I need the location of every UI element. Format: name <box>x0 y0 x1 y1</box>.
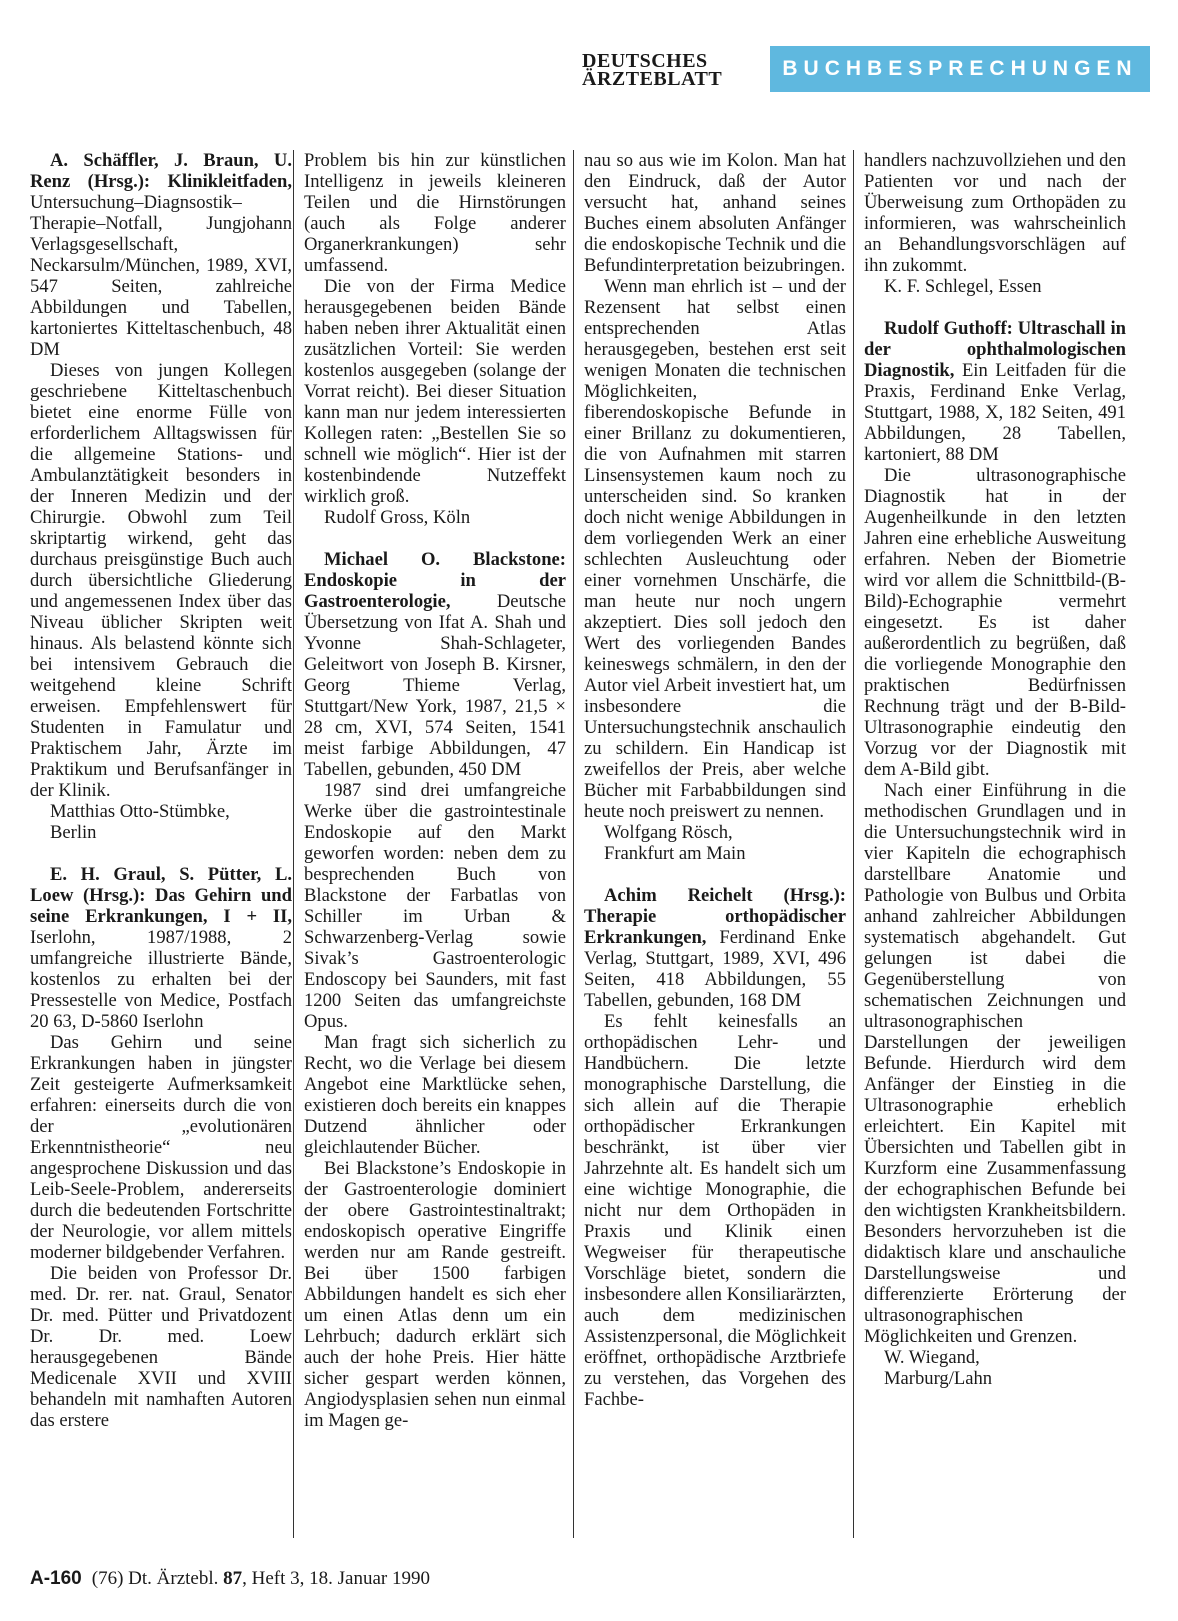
review-heading <box>584 885 846 1011</box>
review-details: Ferdinand Enke Verlag, Stuttgart, 1989, XVI, 496 Seiten, 418 Abbildungen, 55 Tabellen, gebunden, 168 DM <box>584 927 846 1011</box>
review-authors: Achim Reichelt (Hrsg.): <box>604 885 846 906</box>
review-authors: Michael O. Blackstone: <box>324 549 566 570</box>
review-entry-continued <box>304 150 566 528</box>
review-paragraph: Die von der Firma Medice herausgegebenen beiden Bände haben neben ihrer Aktualität einen zusätzlichen Vorteil: Sie werden kostenlos ausgegeben (solange der Vorrat reicht). Bei dieser Situation kann man nur jedem interessierten Kollegen raten: „Bestellen Sie so schnell wie möglich“. Hier ist der kostenbindende Nutzeffekt wirklich groß. <box>304 276 566 507</box>
volume-number: 87 <box>223 1568 243 1589</box>
review-paragraph: Wenn man ehrlich ist – und der Rezensent hat selbst einen entsprechenden Atlas herausgegeben, bestehen erst seit wenigen Monaten die technischen Möglichkeiten, fiberendoskopische Befunde in einer Brillanz zu dokumentieren, die von Aufnahmen mit starren Linsensystemen kaum noch zu unterscheiden sind. So kranken doch nicht wenige Abbildungen in dem vorliegenden Werk an einer schlechten Ausleuchtung oder einer vornehmen Unschärfe, die man heute nur noch ungern akzeptiert. Dies soll jedoch den Wert des vorliegenden Bandes keineswegs schmälern, in den der Autor viel Arbeit investiert hat, um insbesondere die Untersuchungstechnik anschaulich zu schildern. Ein Handicap ist zweifellos der Preis, aber welche Bücher mit Farbabbildungen sind heute noch preiswert zu nennen. <box>584 276 846 822</box>
review-details: Deutsche Übersetzung von Ifat A. Shah und Yvonne Shah-Schlageter, Geleitwort von Joseph B. Kirsner, Georg Thieme Verlag, Stuttgart/New York, 1987, 21,5 × 28 cm, XVI, 574 Seiten, 1541 meist farbige Abbildungen, 47 Tabellen, gebunden, 450 DM <box>304 591 566 780</box>
reviewer-place: Frankfurt am Main <box>604 843 746 864</box>
column-divider <box>293 150 294 1538</box>
citation-suffix: , Heft 3, 18. Januar 1990 <box>242 1568 430 1589</box>
review-title: Das Gehirn und seine Erkrankungen, I + II, <box>30 885 292 927</box>
review-authors: E. H. Graul, S. Pütter, L. Loew (Hrsg.): <box>30 864 292 906</box>
review-entry-continued <box>864 150 1126 297</box>
citation-prefix: (76) Dt. Ärztebl. <box>91 1568 219 1589</box>
review-entry <box>30 150 292 843</box>
review-paragraph: Das Gehirn und seine Erkrankungen haben in jüngster Zeit gesteigerte Aufmerksamkeit erfahren: einerseits durch die von der „evolutionären Erkenntnistheorie“ neu angesprochene Diskussion und das Leib-Seele-Problem, andererseits durch die bedeutenden Fortschritte der Neurologie, vor allem mittels moderner bildgebender Verfahren. <box>30 1032 292 1263</box>
reviewer-name: Matthias Otto-Stümbke, <box>50 801 230 822</box>
review-heading <box>864 318 1126 465</box>
review-paragraph-part-a: Die beiden von Professor Dr. med. Dr. rer. nat. Graul, Senator Dr. med. Pütter und Privatdozent Dr. Dr. med. Loew herausgegebenen Bände Medicenale XVII und XVIII behandeln mit namhaften Autoren das erstere <box>30 1263 292 1431</box>
review-paragraph: Nach einer Einführung in die methodischen Grundlagen und in die Untersuchungstechnik wird in vier Kapiteln die echographisch darstellbare Anatomie und Pathologie von Bulbus und Orbita anhand zahlreicher Abbildungen systematisch abgehandelt. Gut gelungen ist dabei die Gegenüberstellung von schematischen Zeichnungen und ultrasonographischen Darstellungen der jeweiligen Befunde. Hierdurch wird dem Anfänger der Einstieg in die Ultrasonographie erheblich erleichtert. Ein Kapitel mit Übersichten und Tabellen gibt in Kurzform eine Zusammenfassung der echographischen Befunde bei den wichtigsten Krankheitsbildern. Besonders hervorzuheben ist die didaktisch klare und anschauliche Darstellungsweise und differenzierte Erörterung der ultrasonographischen Möglichkeiten und Grenzen. <box>864 780 1126 1347</box>
review-paragraph-continued <box>584 150 846 276</box>
review-paragraph-part-b: nau so aus wie im Kolon. Man hat den Eindruck, daß der Autor versucht hat, anhand seines Buches einem absoluten Anfänger die endoskopische Technik und die Befundinterpretation beizubringen. <box>584 150 846 276</box>
review-entry <box>30 864 292 1431</box>
review-paragraph-part-b: handlers nachzuvollziehen und den Patienten vor und nach der Überweisung zum Orthopäden zu informieren, was wahrscheinlich an Behandlungsvorschlägen auf ihn zukommt. <box>864 150 1126 276</box>
review-details: Iserlohn, 1987/1988, 2 umfangreiche illustrierte Bände, kostenlos zu erhalten bei der Pressestelle von Medice, Postfach 20 63, D-5860 Iserlohn <box>30 927 292 1032</box>
review-paragraph <box>30 1263 292 1431</box>
review-title: Klinikleitfaden, <box>167 171 292 192</box>
review-heading <box>30 864 292 1032</box>
text-column-2 <box>304 150 566 1452</box>
review-paragraph: Man fragt sich sicherlich zu Recht, wo die Verlage bei diesem Angebot eine Marktlücke sehen, existieren doch bereits ein knappes Dutzend ähnlicher oder gleichlautender Bücher. <box>304 1032 566 1158</box>
review-details: Untersuchung–Diagnsostik–Therapie–Notfall, Jungjohann Verlagsgesellschaft, Neckarsulm/München, 1989, XVI, 547 Seiten, zahlreiche Abbildungen und Tabellen, kartoniertes Kitteltaschenbuch, 48 DM <box>30 192 292 360</box>
reviewer-name: Rudolf Gross, Köln <box>324 507 471 528</box>
review-paragraph: 1987 sind drei umfangreiche Werke über die gastrointestinale Endoskopie auf den Markt geworfen worden: neben dem zu besprechenden Buch von Blackstone der Farbatlas von Schiller im Urban & Schwarzenberg-Verlag sowie Sivak’s Gastroenterologic Endoscopy bei Saunders, mit fast 1200 Seiten das umfangreichste Opus. <box>304 780 566 1032</box>
review-paragraph-part-b: Problem bis hin zur künstlichen Intelligenz in jeweils kleineren Teilen und die Hirnstörungen (auch als Folge anderer Organerkrankungen) sehr umfassend. <box>304 150 566 276</box>
review-paragraph: Dieses von jungen Kollegen geschriebene Kitteltaschenbuch bietet eine enorme Fülle von erforderlichem Alltagswissen für die allgemeine Stations- und Ambulanztätigkeit besonders in der Inneren Medizin und der Chirurgie. Obwohl zum Teil skriptartig wirkend, geht das durchaus preisgünstige Buch auch durch übersichtliche Gliederung und angemessenen Index über das Niveau üblicher Skripten weit hinaus. Als belastend könnte sich bei intensivem Gebrauch die weitgehend kleine Schrift erweisen. Empfehlenswert für Studenten in Famulatur und Praktischem Jahr, Ärzte im Praktikum und Berufsanfänger in der Klinik. <box>30 360 292 801</box>
review-entry <box>584 885 846 1410</box>
review-details: Ein Leitfaden für die Praxis, Ferdinand Enke Verlag, Stuttgart, 1988, X, 182 Seiten, 491 Abbildungen, 28 Tabellen, kartoniert, 88 DM <box>864 360 1126 465</box>
column-divider <box>573 150 574 1538</box>
review-heading <box>304 549 566 780</box>
review-title: Endoskopie in der Gastroenterologie, <box>304 570 566 612</box>
text-column-3 <box>584 150 846 1431</box>
review-paragraph-continued <box>304 150 566 276</box>
review-entry-continued <box>584 150 846 864</box>
review-title: Therapie orthopädischer Erkrankungen, <box>584 906 846 948</box>
text-column-1 <box>30 150 292 1452</box>
journal-masthead <box>582 52 722 88</box>
reviewer-name: Wolfgang Rösch, <box>604 822 733 843</box>
page-number: A-160 <box>30 1568 82 1589</box>
review-entry <box>864 318 1126 1389</box>
review-paragraph-part-a: Bei Blackstone’s Endoskopie in der Gastroenterologie dominiert der obere Gastrointestinaltrakt; endoskopisch operative Eingriffe werden nur am Rande gestreift. Bei über 1500 farbigen Abbildungen handelt es sich eher um einen Atlas denn um ein Lehrbuch; dadurch erklärt sich auch der hohe Preis. Hier hätte sicher gespart werden können, Angiodysplasien sehen nun einmal im Magen ge- <box>304 1158 566 1431</box>
masthead-line-2: ÄRZTEBLATT <box>582 68 723 90</box>
review-paragraph-continued <box>864 150 1126 276</box>
column-divider <box>853 150 854 1538</box>
review-paragraph-part-a: Es fehlt keinesfalls an orthopädischen Lehr- und Handbüchern. Die letzte monographische Darstellung, die sich allein auf die Therapie orthopädischer Erkrankungen beschränkt, ist über vier Jahrzehnte alt. Es handelt sich um eine wichtige Monographie, die nicht nur dem Orthopäden in Praxis und Klinik einen Wegweiser für therapeutische Vorschläge bietet, sondern die insbesondere allen Konsiliarärzten, auch dem medizinischen Assistenzpersonal, die Möglichkeit eröffnet, orthopädische Arztbriefe zu verstehen, das Vorgehen des Fachbe- <box>584 1011 846 1410</box>
page-footer <box>30 1568 430 1590</box>
review-entry <box>304 549 566 1431</box>
reviewer-place: Berlin <box>50 822 97 843</box>
reviewer-place: Marburg/Lahn <box>884 1368 993 1389</box>
reviewer-name: W. Wiegand, <box>884 1347 980 1368</box>
review-heading <box>30 150 292 360</box>
masthead-line-1: DEUTSCHES <box>582 50 708 72</box>
reviewer-name: K. F. Schlegel, Essen <box>884 276 1042 297</box>
review-title: Ultraschall in der ophthalmologischen Diagnostik, <box>864 318 1127 381</box>
section-title-bar: BUCHBESPRECHUNGEN <box>770 46 1150 92</box>
review-paragraph <box>584 1011 846 1410</box>
text-column-4 <box>864 150 1126 1410</box>
review-authors: Rudolf Guthoff: <box>884 318 1013 339</box>
review-paragraph <box>304 1158 566 1431</box>
review-authors: A. Schäffler, J. Braun, U. Renz (Hrsg.): <box>30 150 292 192</box>
review-paragraph: Die ultrasonographische Diagnostik hat in der Augenheilkunde in den letzten Jahren eine erhebliche Ausweitung erfahren. Neben der Biometrie wird vor allem die Schnittbild-(B-Bild)-Echographie vermehrt eingesetzt. Es ist daher außerordentlich zu begrüßen, daß die vorliegende Monographie den praktischen Bedürfnissen Rechnung trägt und der B-Bild-Ultrasonographie eindeutig den Vorzug vor der Diagnostik mit dem A-Bild gibt. <box>864 465 1126 780</box>
